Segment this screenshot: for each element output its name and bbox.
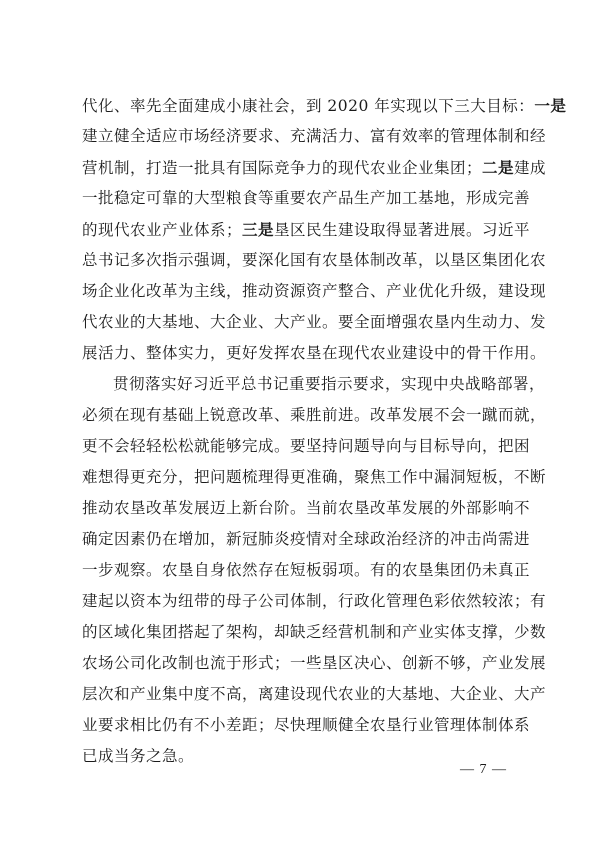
text-line xyxy=(82,214,531,245)
text-line xyxy=(82,555,531,586)
text-line xyxy=(82,245,547,276)
text-line xyxy=(82,431,531,462)
text-segment: 一批稳定可靠的大型粮食等重要农产品生产加工基地，形成完善 xyxy=(82,189,531,207)
text-segment: 一步观察。农垦自身依然存在短板弱项。有的农垦集团仍未真正 xyxy=(82,561,531,579)
text-segment: 更不会轻轻松松就能够完成。要坚持问题导向与目标导向，把困 xyxy=(82,437,531,455)
text-line xyxy=(82,183,531,214)
text-segment: 营机制，打造一批具有国际竞争力的现代农业企业集团； xyxy=(82,159,483,177)
text-segment: 代农业的大基地、大企业、大产业。要全面增强农垦内生动力、发 xyxy=(82,313,547,331)
text-line xyxy=(82,152,547,183)
text-segment: 贯彻落实好习近平总书记重要指示要求，实现中央战略部署， xyxy=(113,375,546,393)
text-line xyxy=(82,586,547,617)
text-segment: 建起以资本为纽带的母子公司体制，行政化管理色彩依然较浓；有 xyxy=(82,592,547,610)
text-segment: 建成 xyxy=(514,159,547,177)
text-segment: 的现代农业产业体系； xyxy=(82,221,243,239)
paragraph xyxy=(82,369,547,772)
text-line xyxy=(82,121,547,152)
text-line xyxy=(82,338,547,369)
text-line xyxy=(82,462,547,493)
text-line xyxy=(82,369,546,400)
bold-text-segment: 三是 xyxy=(242,220,275,239)
text-segment: 必须在现有基础上锐意改革、乘胜前进。改革发展不会一蹴而就， xyxy=(82,406,547,424)
text-segment: 建立健全适应市场经济要求、充满活力、富有效率的管理体制和经 xyxy=(82,127,547,145)
page-number: — 7 — xyxy=(460,762,507,777)
text-segment: 的区域化集团搭起了架构，却缺乏经营机制和产业实体支撑，少数 xyxy=(82,623,547,641)
text-segment: 推动农垦改革发展迈上新台阶。当前农垦改革发展的外部影响不 xyxy=(82,499,531,517)
text-line xyxy=(82,276,547,307)
paragraph xyxy=(82,90,567,369)
text-segment: 确定因素仍在增加，新冠肺炎疫情对全球政治经济的冲击尚需进 xyxy=(82,530,531,548)
text-segment: 农场公司化改制也流于形式；一些垦区决心、创新不够，产业发展 xyxy=(82,654,547,672)
text-segment: 总书记多次指示强调，要深化国有农垦体制改革，以垦区集团化农 xyxy=(82,251,547,269)
text-segment: 业要求相比仍有不小差距；尽快理顺健全农垦行业管理体制体系 xyxy=(82,716,531,734)
text-segment: 已成当务之急。 xyxy=(82,747,195,765)
bold-text-segment: 一是 xyxy=(534,96,567,115)
text-segment: 垦区民生建设取得显著进展。习近平 xyxy=(274,221,531,239)
text-line xyxy=(82,400,547,431)
text-segment: 层次和产业集中度不高，离建设现代农业的大基地、大企业、大产 xyxy=(82,685,547,703)
text-segment: 场企业化改革为主线，推动资源资产整合、产业优化升级，建设现 xyxy=(82,282,547,300)
text-line xyxy=(82,493,531,524)
text-line xyxy=(82,679,547,710)
text-line xyxy=(82,617,547,648)
text-line xyxy=(82,307,547,338)
text-segment: 难想得更充分，把问题梳理得更准确，聚焦工作中漏洞短板，不断 xyxy=(82,468,547,486)
text-line xyxy=(82,741,522,772)
text-line xyxy=(82,648,547,679)
body-text xyxy=(82,90,567,772)
text-segment: 展活力、整体实力，更好发挥农垦在现代农业建设中的骨干作用。 xyxy=(82,344,547,362)
text-line xyxy=(82,710,531,741)
text-segment: 代化、率先全面建成小康社会，到 2020 年实现以下三大目标： xyxy=(82,97,535,115)
text-line xyxy=(82,524,531,555)
text-line xyxy=(82,90,567,121)
bold-text-segment: 二是 xyxy=(482,158,515,177)
